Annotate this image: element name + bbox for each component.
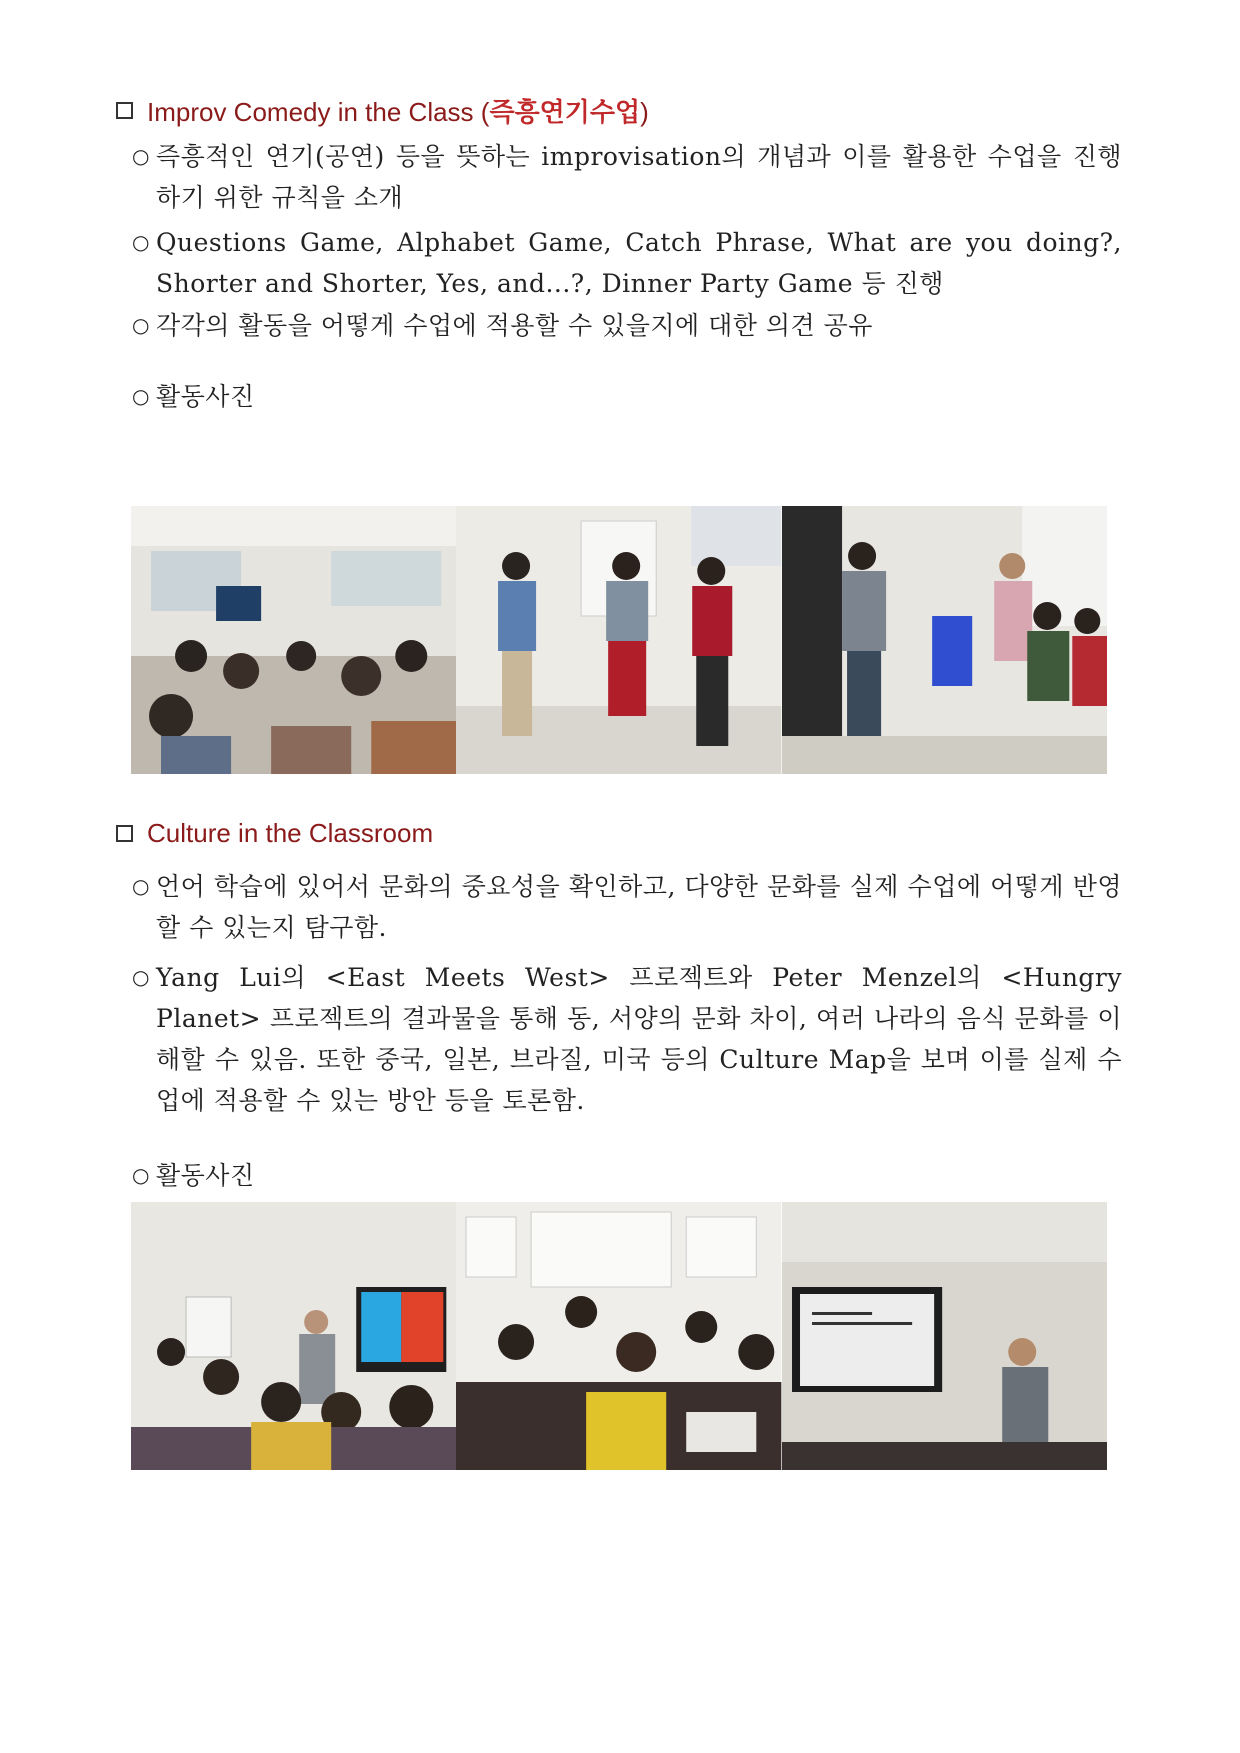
activity-photo — [782, 506, 1107, 774]
checkbox-square-icon — [116, 825, 133, 842]
list-item — [132, 305, 1122, 346]
list-item-text: 각각의 활동을 어떻게 수업에 적용할 수 있을지에 대한 의견 공유 — [156, 311, 873, 340]
circle-bullet-icon: ○ — [132, 965, 150, 989]
section-title-close: ) — [640, 97, 649, 127]
circle-bullet-icon: ○ — [132, 1163, 150, 1187]
circle-bullet-icon: ○ — [132, 230, 150, 254]
activity-photo — [131, 506, 456, 774]
list-item — [132, 866, 1122, 948]
photo-label-item — [132, 376, 1122, 417]
list-item-text: 즉흥적인 연기(공연) 등을 뜻하는 improvisation의 개념과 이를 활용한 수업을 진행하기 위한 규칙을 소개 — [156, 142, 1122, 212]
photo-label: 활동사진 — [156, 382, 255, 411]
list-item — [132, 136, 1122, 218]
circle-bullet-icon: ○ — [132, 874, 150, 898]
activity-photo — [456, 1202, 781, 1470]
photo-row-improv — [131, 506, 1107, 774]
section-title-text: Culture in the Classroom — [147, 818, 434, 848]
list-item — [132, 222, 1122, 304]
activity-photo — [456, 506, 781, 774]
list-item-text: 언어 학습에 있어서 문화의 중요성을 확인하고, 다양한 문화를 실제 수업에 어떻게 반영할 수 있는지 탐구함. — [156, 872, 1122, 942]
activity-photo — [131, 1202, 456, 1470]
circle-bullet-icon: ○ — [132, 384, 150, 408]
circle-bullet-icon: ○ — [132, 144, 150, 168]
list-item-text: Yang Lui의 <East Meets West> 프로젝트와 Peter Menzel의 <Hungry Planet> 프로젝트의 결과물을 통해 동, 서양의 문화 차이, 여러 나라의 음식 문화를 이해할 수 있음. 또한 중국, 일본, 브라질, 미국 등의 Culture Map을 보며 이를 실제 수업에 적용할 수 있는 방안 등을 토론함. — [156, 963, 1122, 1115]
photo-label-item — [132, 1155, 1122, 1196]
list-item — [132, 957, 1122, 1121]
section-title-culture — [116, 818, 433, 849]
section-title-improv — [116, 92, 649, 129]
section-title-kr: 즉흥연기수업 — [489, 97, 641, 127]
photo-row-culture — [131, 1202, 1107, 1470]
list-item-text: Questions Game, Alphabet Game, Catch Phrase, What are you doing?, Shorter and Shorter, Yes, and...?, Dinner Party Game 등 진행 — [156, 228, 1122, 298]
circle-bullet-icon: ○ — [132, 313, 150, 337]
checkbox-square-icon — [116, 102, 133, 119]
activity-photo — [782, 1202, 1107, 1470]
section-title-en: Improv Comedy in the Class ( — [147, 97, 490, 127]
photo-label: 활동사진 — [156, 1161, 255, 1190]
